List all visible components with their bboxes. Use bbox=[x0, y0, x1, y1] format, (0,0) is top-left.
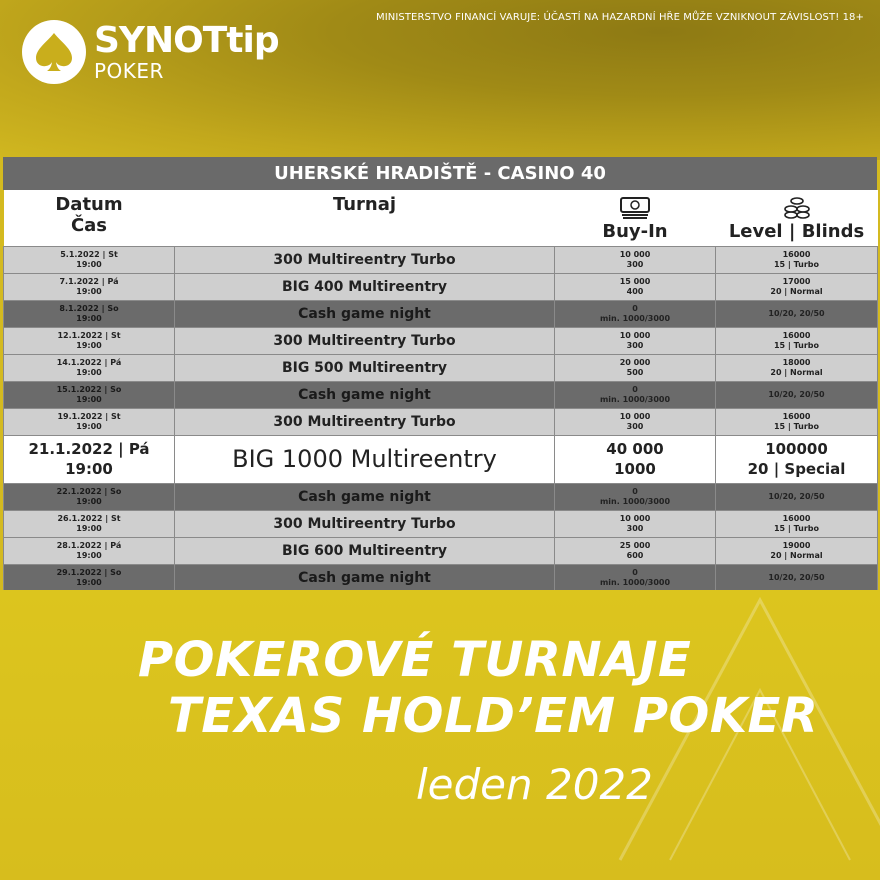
row-buyin-sub: min. 1000/3000 bbox=[599, 496, 671, 506]
row-buyin-sub: 300 bbox=[626, 340, 644, 350]
tournament-cell bbox=[175, 273, 555, 300]
row-level-stack: 16000 bbox=[782, 411, 811, 421]
table-row bbox=[4, 537, 878, 564]
row-date: 12.1.2022 | St bbox=[57, 330, 121, 340]
row-level-blinds: 15 | Turbo bbox=[773, 340, 820, 350]
row-buyin-sub: 600 bbox=[626, 550, 644, 560]
header-date bbox=[4, 190, 175, 246]
level-cell bbox=[716, 564, 878, 591]
table-row bbox=[4, 510, 878, 537]
row-buyin-sub: min. 1000/3000 bbox=[599, 313, 671, 323]
level-cell bbox=[716, 510, 878, 537]
row-tournament-name: 300 Multireentry Turbo bbox=[273, 251, 456, 268]
row-buyin-amount: 0 bbox=[632, 567, 638, 577]
row-time: 19:00 bbox=[76, 496, 102, 506]
header-level-label: Level | Blinds bbox=[728, 220, 865, 242]
tournament-cell bbox=[175, 246, 555, 273]
row-buyin-amount: 0 bbox=[632, 486, 638, 496]
row-buyin-amount: 10 000 bbox=[619, 249, 651, 259]
row-date: 7.1.2022 | Pá bbox=[59, 276, 119, 286]
row-tournament-name: Cash game night bbox=[298, 386, 431, 403]
brand-sub: POKER bbox=[94, 59, 164, 83]
level-cell bbox=[716, 483, 878, 510]
row-level-stack: 16000 bbox=[782, 330, 811, 340]
row-date: 26.1.2022 | St bbox=[57, 513, 121, 523]
tournament-cell bbox=[175, 537, 555, 564]
row-time: 19:00 bbox=[76, 523, 102, 533]
row-buyin-amount: 20 000 bbox=[619, 357, 651, 367]
buyin-cell bbox=[555, 435, 716, 483]
spade-icon bbox=[22, 20, 86, 84]
table-row bbox=[4, 327, 878, 354]
row-level-stack: 19000 bbox=[782, 540, 811, 550]
row-buyin-sub: min. 1000/3000 bbox=[599, 577, 671, 587]
level-cell bbox=[716, 246, 878, 273]
row-time: 19:00 bbox=[76, 421, 102, 431]
row-time: 19:00 bbox=[76, 313, 102, 323]
tournament-cell bbox=[175, 327, 555, 354]
row-time: 19:00 bbox=[76, 577, 102, 587]
row-buyin-sub: 300 bbox=[626, 259, 644, 269]
level-cell bbox=[716, 435, 878, 483]
row-buyin-amount: 0 bbox=[632, 303, 638, 313]
table-row bbox=[4, 408, 878, 435]
header-time-label: Čas bbox=[70, 215, 108, 236]
tournament-cell bbox=[175, 483, 555, 510]
row-level-stack: 17000 bbox=[782, 276, 811, 286]
row-date: 22.1.2022 | So bbox=[56, 486, 122, 496]
row-date: 28.1.2022 | Pá bbox=[56, 540, 122, 550]
date-cell bbox=[4, 273, 175, 300]
level-cell bbox=[716, 381, 878, 408]
row-tournament-name: BIG 1000 Multireentry bbox=[232, 445, 497, 473]
row-level-stack: 10/20, 20/50 bbox=[768, 491, 825, 501]
row-level-stack: 18000 bbox=[782, 357, 811, 367]
row-tournament-name: 300 Multireentry Turbo bbox=[273, 332, 456, 349]
row-time: 19:00 bbox=[65, 460, 113, 478]
brand-name: SYNOTtip bbox=[94, 20, 279, 61]
row-buyin-amount: 15 000 bbox=[619, 276, 651, 286]
row-date: 19.1.2022 | St bbox=[57, 411, 121, 421]
date-cell bbox=[4, 564, 175, 591]
row-buyin-amount: 25 000 bbox=[619, 540, 651, 550]
row-buyin-sub: 500 bbox=[626, 367, 644, 377]
row-level-blinds: 15 | Turbo bbox=[773, 259, 820, 269]
table-row bbox=[4, 273, 878, 300]
row-level-stack: 10/20, 20/50 bbox=[768, 308, 825, 318]
synottip-poker-logo bbox=[22, 20, 279, 84]
row-time: 19:00 bbox=[76, 259, 102, 269]
level-cell bbox=[716, 300, 878, 327]
tournament-cell bbox=[175, 408, 555, 435]
table-row bbox=[4, 381, 878, 408]
row-level-blinds: 20 | Normal bbox=[770, 367, 823, 377]
table-header-row bbox=[4, 190, 878, 246]
row-buyin-sub: min. 1000/3000 bbox=[599, 394, 671, 404]
table-row bbox=[4, 435, 878, 483]
buyin-cell bbox=[555, 510, 716, 537]
row-buyin-amount: 0 bbox=[632, 384, 638, 394]
row-buyin-sub: 400 bbox=[626, 286, 644, 296]
level-cell bbox=[716, 537, 878, 564]
date-cell bbox=[4, 327, 175, 354]
level-cell bbox=[716, 354, 878, 381]
row-time: 19:00 bbox=[76, 340, 102, 350]
header-tournament: Turnaj bbox=[175, 190, 555, 246]
row-date: 14.1.2022 | Pá bbox=[56, 357, 122, 367]
header-buyin bbox=[555, 190, 716, 246]
date-cell bbox=[4, 300, 175, 327]
row-date: 29.1.2022 | So bbox=[56, 567, 122, 577]
level-cell bbox=[716, 408, 878, 435]
row-tournament-name: BIG 500 Multireentry bbox=[281, 359, 448, 376]
row-tournament-name: BIG 400 Multireentry bbox=[281, 278, 448, 295]
table-row bbox=[4, 483, 878, 510]
gambling-warning: MINISTERSTVO FINANCÍ VARUJE: ÚČASTÍ NA HAZARDNÍ HŘE MŮŽE VZNIKNOUT ZÁVISLOST! 18+ bbox=[375, 12, 864, 23]
tournament-cell bbox=[175, 564, 555, 591]
buyin-cell bbox=[555, 273, 716, 300]
header-level bbox=[716, 190, 878, 246]
headline-line1: POKEROVÉ TURNAJE bbox=[138, 632, 692, 688]
table-row bbox=[4, 354, 878, 381]
level-cell bbox=[716, 273, 878, 300]
buyin-cell bbox=[555, 408, 716, 435]
buyin-cell bbox=[555, 327, 716, 354]
buyin-cell bbox=[555, 381, 716, 408]
header-date-label: Datum bbox=[55, 194, 123, 215]
row-buyin-amount: 10 000 bbox=[619, 330, 651, 340]
row-tournament-name: 300 Multireentry Turbo bbox=[273, 413, 456, 430]
date-cell bbox=[4, 381, 175, 408]
date-cell bbox=[4, 510, 175, 537]
row-level-stack: 16000 bbox=[782, 513, 811, 523]
date-cell bbox=[4, 483, 175, 510]
row-level-blinds: 15 | Turbo bbox=[773, 421, 820, 431]
row-buyin-amount: 10 000 bbox=[619, 513, 651, 523]
table-row bbox=[4, 246, 878, 273]
tournament-cell bbox=[175, 435, 555, 483]
date-cell bbox=[4, 537, 175, 564]
row-tournament-name: Cash game night bbox=[298, 569, 431, 586]
row-date: 21.1.2022 | Pá bbox=[28, 440, 150, 458]
headline-line2: TEXAS HOLD’EM POKER bbox=[168, 688, 819, 744]
header-buyin-label: Buy-In bbox=[602, 220, 668, 242]
schedule-table bbox=[3, 190, 878, 592]
chip-stack-icon bbox=[783, 197, 811, 219]
buyin-cell bbox=[555, 564, 716, 591]
row-date: 5.1.2022 | St bbox=[60, 249, 118, 259]
level-cell bbox=[716, 327, 878, 354]
row-tournament-name: BIG 600 Multireentry bbox=[281, 542, 448, 559]
row-date: 8.1.2022 | So bbox=[59, 303, 119, 313]
row-buyin-sub: 300 bbox=[626, 421, 644, 431]
row-level-blinds: 15 | Turbo bbox=[773, 523, 820, 533]
row-buyin-sub: 1000 bbox=[614, 460, 656, 478]
row-time: 19:00 bbox=[76, 394, 102, 404]
venue-title: UHERSKÉ HRADIŠTĚ - CASINO 40 bbox=[3, 157, 877, 190]
tournament-cell bbox=[175, 300, 555, 327]
row-buyin-amount: 40 000 bbox=[606, 440, 664, 458]
tournament-cell bbox=[175, 354, 555, 381]
date-cell bbox=[4, 408, 175, 435]
buyin-cell bbox=[555, 300, 716, 327]
tournament-cell bbox=[175, 510, 555, 537]
date-cell bbox=[4, 246, 175, 273]
date-cell bbox=[4, 354, 175, 381]
tournament-schedule bbox=[3, 157, 877, 592]
row-level-blinds: 20 | Normal bbox=[770, 286, 823, 296]
month-label: leden 2022 bbox=[416, 760, 653, 809]
row-tournament-name: Cash game night bbox=[298, 488, 431, 505]
row-level-stack: 100000 bbox=[765, 440, 828, 458]
buyin-cell bbox=[555, 537, 716, 564]
banknote-icon bbox=[620, 197, 650, 219]
row-tournament-name: 300 Multireentry Turbo bbox=[273, 515, 456, 532]
row-time: 19:00 bbox=[76, 550, 102, 560]
row-level-blinds: 20 | Special bbox=[747, 460, 846, 478]
table-row bbox=[4, 300, 878, 327]
row-time: 19:00 bbox=[76, 286, 102, 296]
row-tournament-name: Cash game night bbox=[298, 305, 431, 322]
row-level-stack: 10/20, 20/50 bbox=[768, 572, 825, 582]
buyin-cell bbox=[555, 354, 716, 381]
buyin-cell bbox=[555, 483, 716, 510]
date-cell bbox=[4, 435, 175, 483]
row-date: 15.1.2022 | So bbox=[56, 384, 122, 394]
row-time: 19:00 bbox=[76, 367, 102, 377]
row-level-stack: 16000 bbox=[782, 249, 811, 259]
buyin-cell bbox=[555, 246, 716, 273]
row-buyin-sub: 300 bbox=[626, 523, 644, 533]
row-level-blinds: 20 | Normal bbox=[770, 550, 823, 560]
row-buyin-amount: 10 000 bbox=[619, 411, 651, 421]
tournament-cell bbox=[175, 381, 555, 408]
row-level-stack: 10/20, 20/50 bbox=[768, 389, 825, 399]
table-row bbox=[4, 564, 878, 591]
